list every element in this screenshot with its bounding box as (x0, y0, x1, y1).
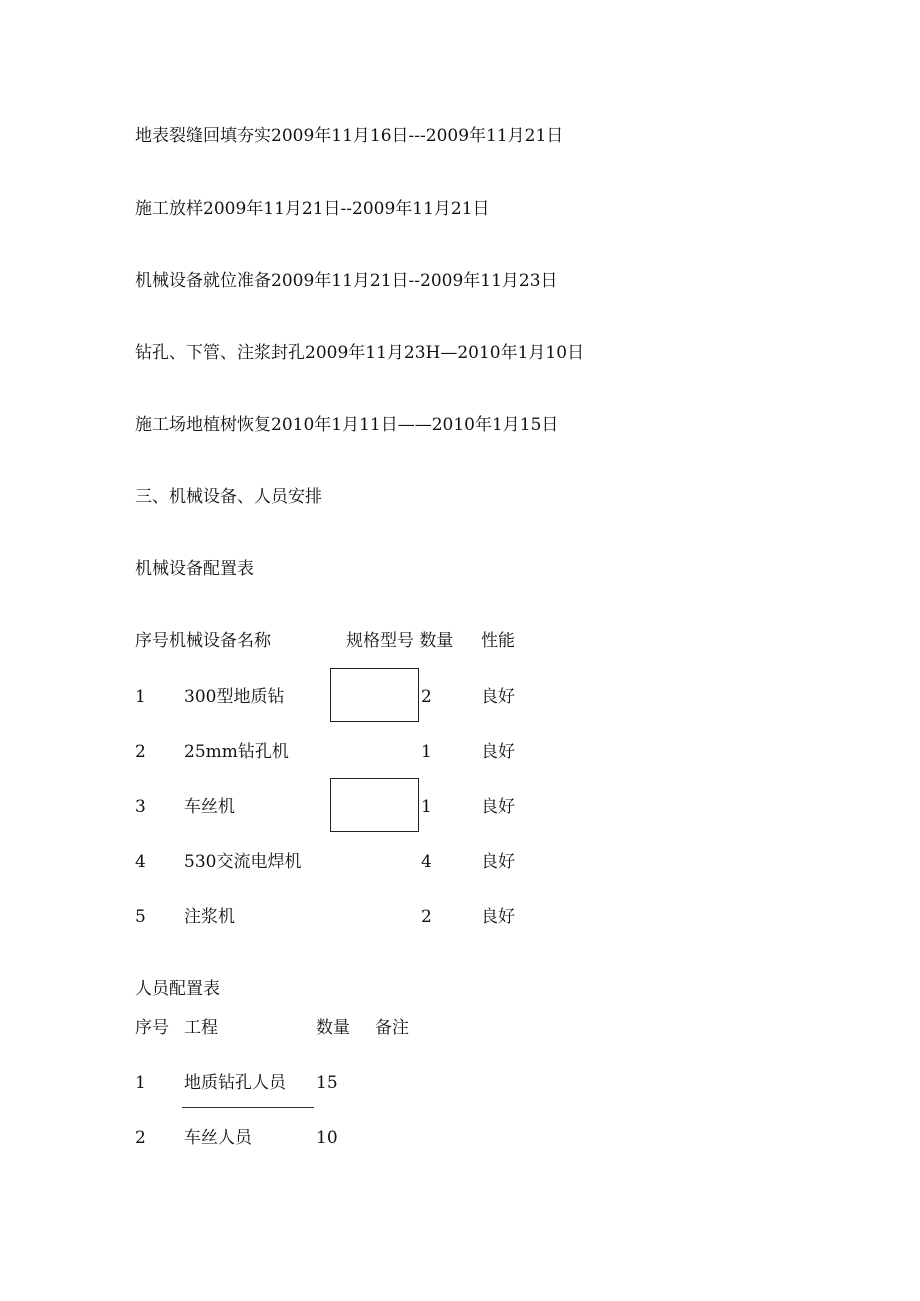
schedule-line-equipment-prep: 机械设备就位准备2009年11月21日--2009年11月23日 (135, 271, 558, 291)
equipment-name: 530交流电焊机 (184, 852, 302, 872)
equipment-perf: 良好 (481, 797, 515, 817)
personnel-header-work: 工程 (184, 1018, 218, 1038)
equipment-header-seq-name: 序号机械设备名称 (135, 631, 271, 651)
personnel-work: 地质钻孔人员 (184, 1073, 286, 1093)
equipment-seq: 2 (135, 742, 146, 762)
personnel-work: 车丝人员 (184, 1128, 252, 1148)
equipment-seq: 5 (135, 907, 146, 927)
equipment-qty: 1 (421, 742, 432, 762)
equipment-qty: 4 (421, 852, 432, 872)
personnel-table-title: 人员配置表 (135, 979, 220, 999)
personnel-header-qty: 数量 (316, 1018, 350, 1038)
section-title: 三、机械设备、人员安排 (135, 487, 322, 507)
equipment-name: 300型地质钻 (184, 687, 285, 707)
equipment-table-title: 机械设备配置表 (135, 559, 254, 579)
equipment-qty: 1 (421, 797, 432, 817)
row-divider (182, 1107, 314, 1108)
schedule-line-restoration: 施工场地植树恢复2010年1月11日——2010年1月15日 (135, 415, 559, 435)
schedule-line-layout: 施工放样2009年11月21日--2009年11月21日 (135, 199, 490, 219)
personnel-header-seq: 序号 (135, 1018, 169, 1038)
spec-box-row-3 (330, 778, 419, 832)
spec-box-row-1 (330, 668, 419, 722)
personnel-seq: 1 (135, 1073, 146, 1093)
personnel-header-note: 备注 (375, 1018, 409, 1038)
equipment-seq: 3 (135, 797, 146, 817)
equipment-name: 注浆机 (184, 907, 235, 927)
schedule-line-drilling: 钻孔、下管、注浆封孔2009年11月23H—2010年1月10日 (135, 343, 585, 363)
equipment-perf: 良好 (481, 852, 515, 872)
equipment-name: 25mm钻孔机 (184, 742, 289, 762)
equipment-perf: 良好 (481, 742, 515, 762)
equipment-perf: 良好 (481, 907, 515, 927)
personnel-qty: 10 (316, 1128, 338, 1148)
equipment-header-perf: 性能 (481, 631, 515, 651)
personnel-qty: 15 (316, 1073, 338, 1093)
equipment-perf: 良好 (481, 687, 515, 707)
equipment-header-spec-qty: 规格型号 数量 (346, 631, 454, 651)
equipment-seq: 4 (135, 852, 146, 872)
equipment-qty: 2 (421, 907, 432, 927)
schedule-line-backfill: 地表裂缝回填夯实2009年11月16日---2009年11月21日 (135, 126, 564, 146)
personnel-seq: 2 (135, 1128, 146, 1148)
equipment-qty: 2 (421, 687, 432, 707)
equipment-name: 车丝机 (184, 797, 235, 817)
equipment-seq: 1 (135, 687, 146, 707)
